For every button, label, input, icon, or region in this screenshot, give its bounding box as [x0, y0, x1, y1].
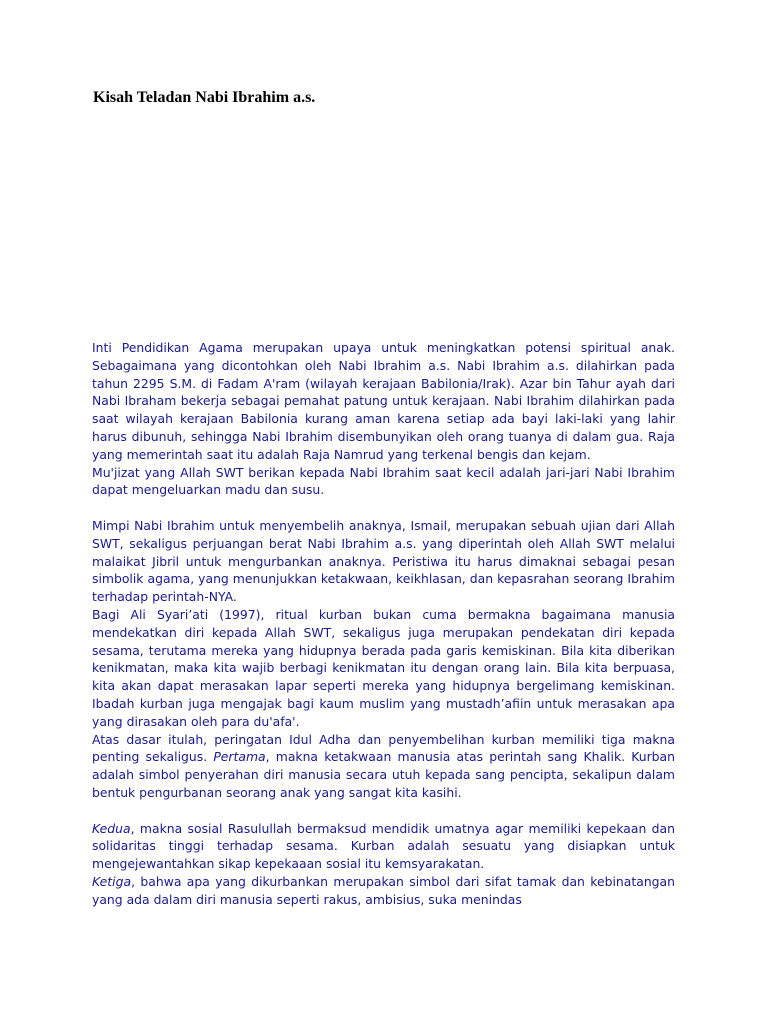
- body-paragraph: [92, 820, 675, 873]
- paragraph-text: Bagi Ali Syari’ati (1997), ritual kurban bukan cuma bermakna bagaimana manusia mendekatkan diri kepada Allah SWT, sekaligus juga merupakan pendekatan diri kepada sesama, terutama mereka yang hidupnya berada pada garis kemiskinan. Bila kita diberikan kenikmatan, maka kita wajib berbagi kenikmatan itu dengan orang lain. Bila kita berpuasa, kita akan dapat merasakan lapar seperti mereka yang hidupnya bergelimang kemiskinan. Ibadah kurban juga mengajak bagi kaum muslim yang mustadh’afiin untuk merasakan apa yang dirasakan oleh para du'afa'.: [92, 606, 675, 729]
- emphasis-text: Kedua: [92, 820, 131, 836]
- body-paragraph: [92, 606, 675, 731]
- paragraph-text: Inti Pendidikan Agama merupakan upaya untuk meningkatkan potensi spiritual anak. Sebagaimana yang dicontohkan oleh Nabi Ibrahim a.s. Nabi Ibrahim a.s. dilahirkan pada tahun 2295 S.M. di Fadam A'ram (wilayah kerajaan Babilonia/Irak). Azar bin Tahur ayah dari Nabi Ibraham bekerja sebagai pemahat patung untuk kerajaan. Nabi Ibrahim dilahirkan pada saat wilayah kerajaan Babilonia kurang aman karena setiap ada bayi laki-laki yang lahir harus dibunuh, sehingga Nabi Ibrahim disembunyikan oleh orang tuanya di dalam gua. Raja yang memerintah saat itu adalah Raja Namrud yang terkenal bengis dan kejam.: [92, 340, 675, 462]
- body-paragraph: [92, 517, 675, 606]
- paragraph-text: Mimpi Nabi Ibrahim untuk menyembelih anaknya, Ismail, merupakan sebuah ujian dari Allah SWT, sekaligus perjuangan berat Nabi Ibrahim a.s. yang diperintah oleh Allah SWT melalui malaikat Jibril untuk mengurbankan anaknya. Peristiwa itu harus dimaknai sebagai pesan simbolik agama, yang menunjukkan ketakwaan, keikhlasan, dan kepasrahan seorang Ibrahim terhadap perintah-NYA.: [92, 517, 675, 605]
- paragraph-text: , makna sosial Rasulullah bermaksud mendidik umatnya agar memiliki kepekaan dan solidaritas tinggi terhadap sesama. Kurban adalah sesuatu yang disiapkan untuk mengejewantahkan sikap kepekaaan sosial itu kemsyarakatan.: [92, 820, 675, 872]
- body-paragraph: [92, 731, 675, 802]
- emphasis-text: Pertama: [213, 749, 266, 765]
- paragraph-text: , makna ketakwaan manusia atas perintah sang Khalik. Kurban adalah simbol penyerahan diri manusia secara utuh kepada sang pencipta, sekalipun dalam bentuk pengurbanan seorang anak yang sangat kita kasihi.: [92, 749, 675, 800]
- paragraph-text: Mu'jizat yang Allah SWT berikan kepada Nabi Ibrahim saat kecil adalah jari-jari Nabi Ibrahim dapat mengeluarkan madu dan susu.: [92, 464, 675, 498]
- paragraph-text: Atas dasar itulah, peringatan Idul Adha dan penyembelihan kurban memiliki tiga makna penting sekaligus.: [92, 731, 675, 765]
- document-title: Kisah Teladan Nabi Ibrahim a.s.: [93, 89, 316, 106]
- body-paragraph: [92, 339, 675, 464]
- body-paragraph: [92, 873, 675, 909]
- document-body: [92, 339, 675, 909]
- body-paragraph: [92, 464, 675, 500]
- emphasis-text: Ketiga: [92, 873, 132, 889]
- paragraph-text: , bahwa apa yang dikurbankan merupakan simbol dari sifat tamak dan kebinatangan yang ada dalam diri manusia seperti rakus, ambisius, suka menindas: [92, 873, 675, 907]
